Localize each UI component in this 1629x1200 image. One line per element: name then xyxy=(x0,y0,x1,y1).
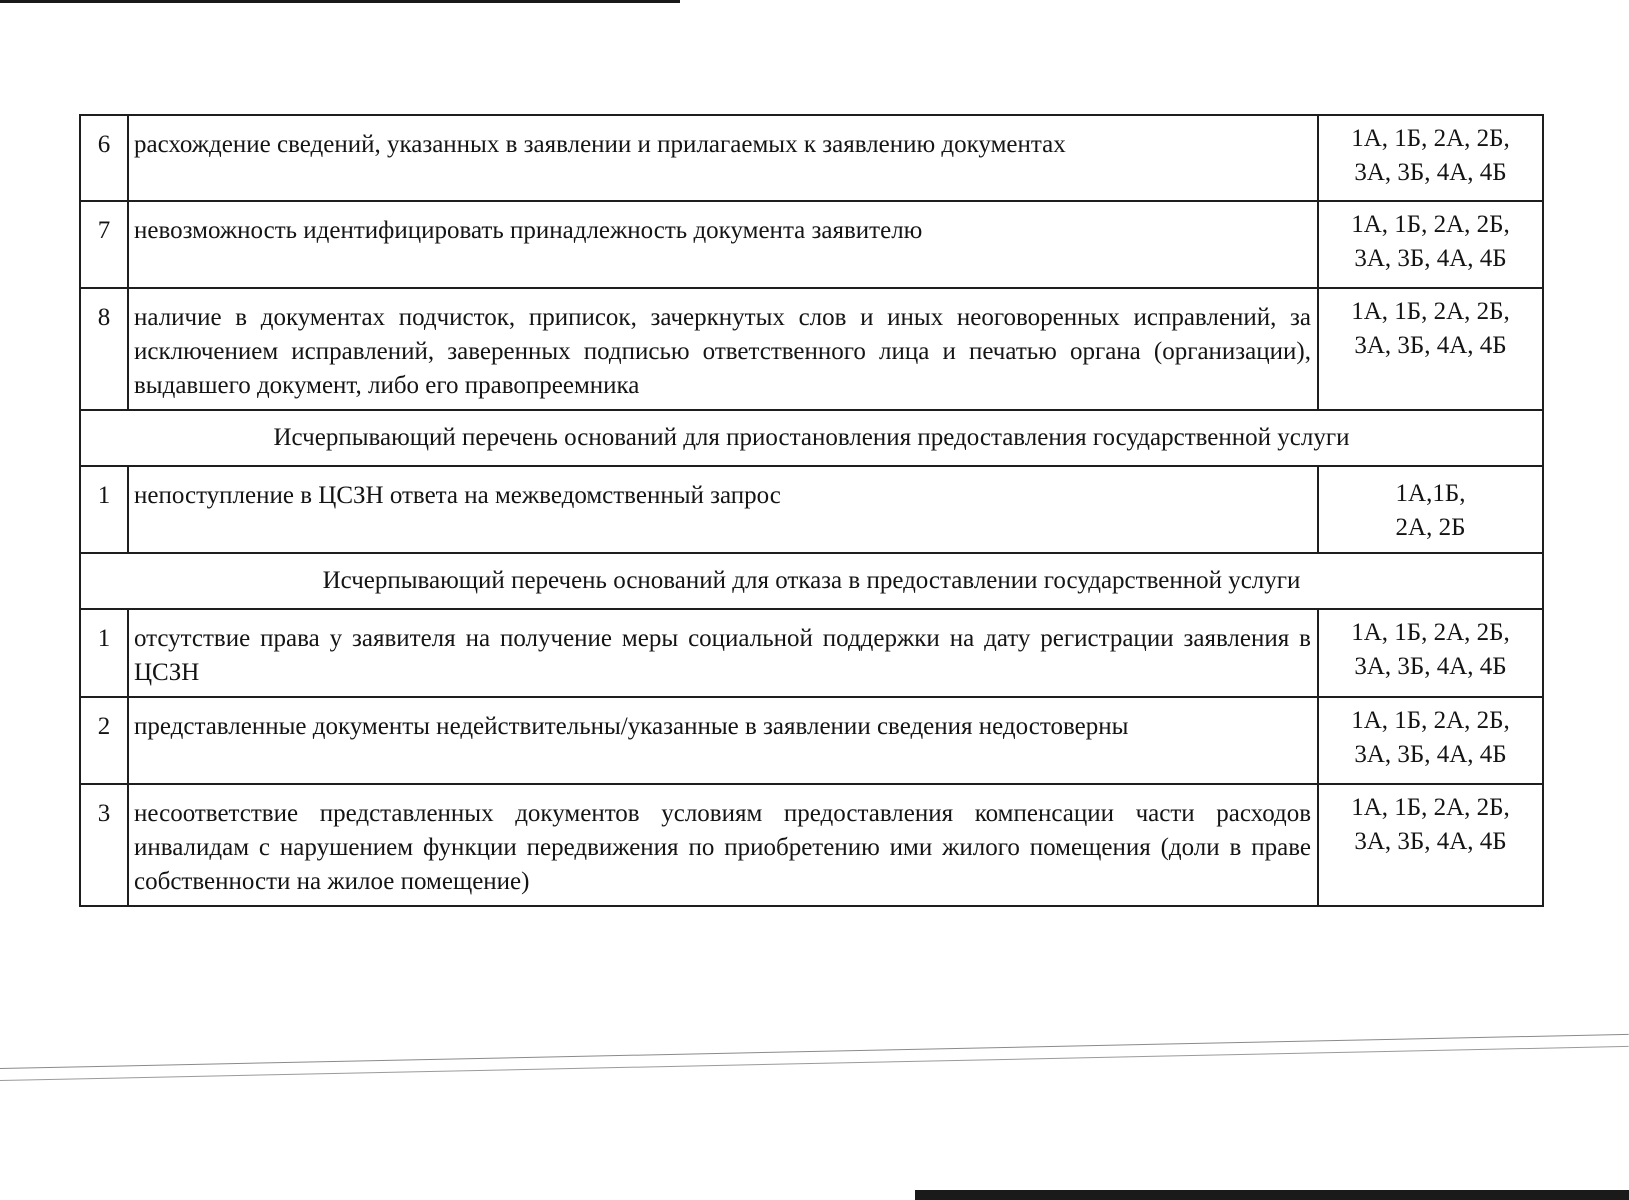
row-codes xyxy=(1318,697,1543,784)
table-row xyxy=(80,201,1543,288)
scan-edge-bottom xyxy=(915,1190,1629,1200)
codes-line: 2А, 2Б xyxy=(1395,514,1466,541)
scan-edge-top xyxy=(0,0,680,3)
row-number: 2 xyxy=(80,697,128,784)
row-number: 1 xyxy=(80,609,128,697)
codes-line: 3А, 3Б, 4А, 4Б xyxy=(1354,653,1507,680)
row-description: невозможность идентифицировать принадлежность документа заявителю xyxy=(128,201,1318,288)
table-row xyxy=(80,115,1543,201)
row-codes xyxy=(1318,784,1543,906)
codes-line: 1А, 1Б, 2А, 2Б, xyxy=(1351,707,1510,734)
section-title-refusal: Исчерпывающий перечень оснований для отказа в предоставлении государственной услуги xyxy=(80,553,1543,609)
row-description: наличие в документах подчисток, приписок, зачеркнутых слов и иных неоговоренных исправлений, за исключением исправлений, заверенных подписью ответственного лица и печатью органа (организации), выдавшего документ, либо его правопреемника xyxy=(128,288,1318,410)
row-description: отсутствие права у заявителя на получение меры социальной поддержки на дату регистрации заявления в ЦСЗН xyxy=(128,609,1318,697)
codes-line: 1А, 1Б, 2А, 2Б, xyxy=(1351,211,1510,238)
row-number: 7 xyxy=(80,201,128,288)
row-codes xyxy=(1318,609,1543,697)
row-description: расхождение сведений, указанных в заявлении и прилагаемых к заявлению документах xyxy=(128,115,1318,201)
row-codes xyxy=(1318,288,1543,410)
row-description: непоступление в ЦСЗН ответа на межведомственный запрос xyxy=(128,466,1318,553)
table-row xyxy=(80,609,1543,697)
table-row xyxy=(80,466,1543,553)
row-codes xyxy=(1318,115,1543,201)
section-title-suspension: Исчерпывающий перечень оснований для приостановления предоставления государственной услуги xyxy=(80,410,1543,466)
row-codes xyxy=(1318,201,1543,288)
table-row xyxy=(80,697,1543,784)
codes-line: 3А, 3Б, 4А, 4Б xyxy=(1354,741,1507,768)
row-description: представленные документы недействительны/указанные в заявлении сведения недостоверны xyxy=(128,697,1318,784)
row-codes xyxy=(1318,466,1543,553)
section-row xyxy=(80,553,1543,609)
row-description: несоответствие представленных документов условиям предоставления компенсации части расходов инвалидам с нарушением функции передвижения по приобретению ими жилого помещения (доли в праве собственности на жилое помещение) xyxy=(128,784,1318,906)
table-row xyxy=(80,288,1543,410)
codes-line: 3А, 3Б, 4А, 4Б xyxy=(1354,159,1507,186)
codes-line: 1А, 1Б, 2А, 2Б, xyxy=(1351,794,1510,821)
codes-line: 1А, 1Б, 2А, 2Б, xyxy=(1351,298,1510,325)
section-row xyxy=(80,410,1543,466)
row-number: 3 xyxy=(80,784,128,906)
codes-line: 3А, 3Б, 4А, 4Б xyxy=(1354,332,1507,359)
grounds-table xyxy=(79,114,1544,907)
codes-line: 3А, 3Б, 4А, 4Б xyxy=(1354,828,1507,855)
row-number: 8 xyxy=(80,288,128,410)
row-number: 6 xyxy=(80,115,128,201)
table-row xyxy=(80,784,1543,906)
codes-line: 1А,1Б, xyxy=(1395,480,1466,507)
codes-line: 3А, 3Б, 4А, 4Б xyxy=(1354,245,1507,272)
row-number: 1 xyxy=(80,466,128,553)
codes-line: 1А, 1Б, 2А, 2Б, xyxy=(1351,619,1510,646)
codes-line: 1А, 1Б, 2А, 2Б, xyxy=(1351,125,1510,152)
